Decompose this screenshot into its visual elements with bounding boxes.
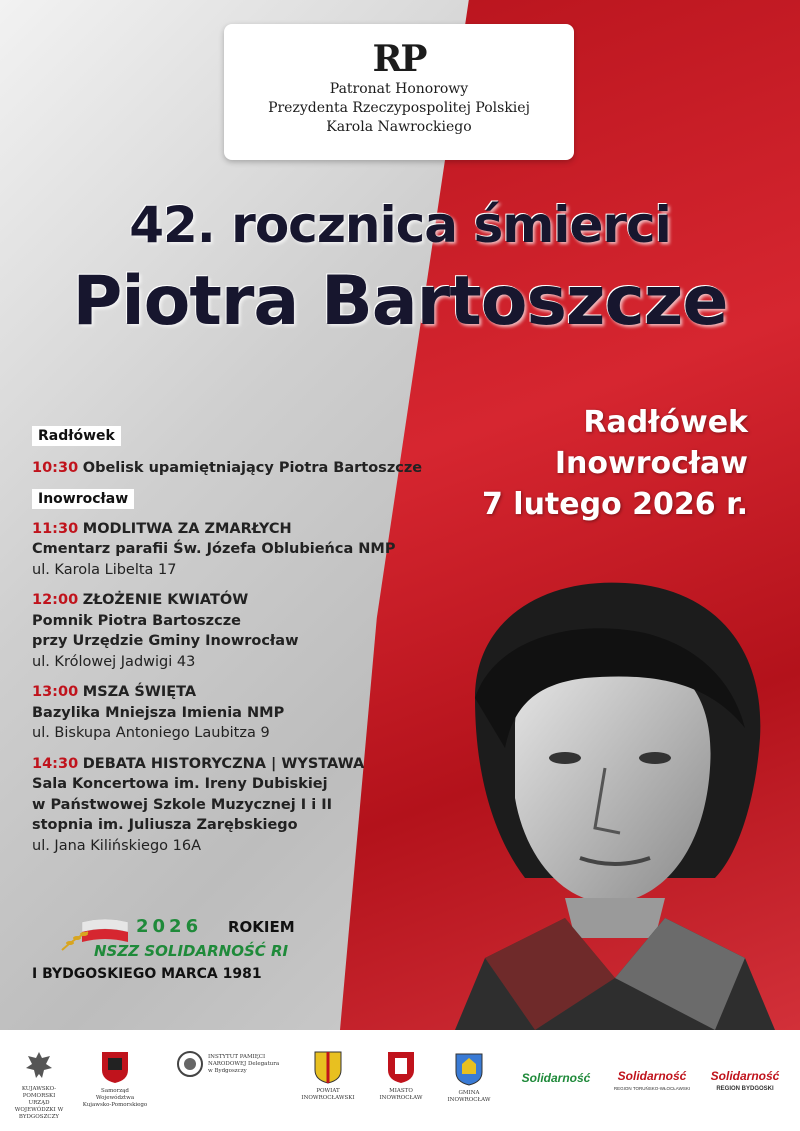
logo-urzad-wojewodzki: KUJAWSKO-POMORSKI URZĄD WOJEWÓDZKI W BYDGOSZCZY [14, 1050, 64, 1121]
event-place: przy Urzędzie Gminy Inowrocław [32, 633, 299, 649]
event-time: 11:30 [32, 520, 79, 537]
solidarnosc-year-banner [32, 912, 310, 992]
event-item [32, 458, 452, 479]
event-time: 13:00 [32, 684, 79, 700]
solidarnosc-logo-icon [517, 1062, 595, 1090]
event-place: stopnia im. Juliusza Zarębskiego [32, 817, 298, 833]
event-time: 12:00 [32, 592, 79, 608]
place-line-2: Inowrocław [554, 446, 748, 481]
logo-solidarnosc-bydgoszcz [700, 1062, 786, 1098]
event-place: w Państwowej Szkole Muzycznej I i II [32, 796, 333, 813]
svg-text:REGION BYDGOSKI: REGION BYDGOSKI [716, 1086, 774, 1092]
event-address: ul. Biskupa Antoniego Laubitza 9 [32, 725, 270, 741]
footer-logos [0, 1030, 800, 1131]
schedule [32, 425, 452, 856]
event-title: MODLITWA ZA ZMARŁYCH [82, 520, 292, 537]
banner-rokiem: ROKIEM [228, 918, 295, 936]
logo-ipn: INSTYTUT PAMIĘCI NARODOWEJ Delegatura w Bydgoszczy [176, 1050, 282, 1078]
ipn-seal-icon [176, 1050, 204, 1078]
event-item [32, 754, 452, 857]
event-place: Cmentarz parafii Św. Józefa Oblubieńca NMP [32, 541, 396, 557]
logo-samorzad: Samorząd Województwa Kujawsko-Pomorskiego [82, 1050, 148, 1109]
coat-of-arms-icon [100, 1050, 130, 1084]
section-label-inowroclaw: Inowrocław [32, 489, 134, 509]
event-place-date [482, 402, 748, 525]
coat-of-arms-icon [454, 1050, 484, 1086]
wheat-icon [60, 930, 90, 952]
logo-gmina: GMINA INOWROCŁAW [444, 1050, 494, 1104]
event-title: DEBATA HISTORYCZNA | WYSTAWA [82, 755, 365, 772]
place-line-1: Radłówek [583, 405, 748, 440]
coat-of-arms-icon [386, 1050, 416, 1084]
solidarnosc-logo-icon [701, 1062, 785, 1094]
svg-text:Solidarność: Solidarność [710, 1069, 780, 1083]
event-time: 10:30 [32, 460, 79, 476]
logo-solidarnosc-ri [516, 1062, 596, 1094]
event-address: ul. Królowej Jadwigi 43 [32, 653, 196, 670]
event-item [32, 590, 452, 672]
date-line: 7 lutego 2026 r. [481, 487, 748, 522]
event-item [32, 519, 452, 581]
event-time: 14:30 [32, 755, 79, 772]
event-title: MSZA ŚWIĘTA [82, 684, 197, 700]
banner-bydgoszcz: I BYDGOSKIEGO MARCA 1981 [32, 966, 262, 982]
banner-year: 2026 [136, 916, 203, 937]
section-label-radlowek: Radłówek [32, 426, 121, 446]
event-place: Bazylika Mniejsza Imienia NMP [32, 704, 285, 721]
solidarnosc-logo-icon [613, 1062, 691, 1094]
event-address: ul. Karola Libelta 17 [32, 561, 177, 578]
logo-solidarnosc-torun [612, 1062, 692, 1098]
patronat-line-1: Patronat Honorowy [329, 81, 469, 97]
event-place: Sala Koncertowa im. Ireny Dubiskiej [32, 776, 328, 792]
logo-miasto: MIASTO INOWROCŁAW [376, 1050, 426, 1102]
eagle-emblem-icon [24, 1050, 54, 1082]
rp-logo: RP [372, 38, 426, 80]
page-title-line-1: 42. rocznica śmierci [129, 196, 671, 254]
honorary-patronage-box [224, 24, 574, 160]
event-item [32, 682, 452, 744]
event-address: ul. Jana Kilińskiego 16A [32, 837, 202, 854]
svg-text:Solidarność: Solidarność [617, 1069, 687, 1083]
banner-nszz: NSZZ SOLIDARNOŚĆ RI [94, 942, 289, 960]
patronat-line-2: Prezydenta Rzeczypospolitej Polskiej [268, 100, 530, 116]
patronat-line-3: Karola Nawrockiego [326, 119, 472, 135]
event-title: Obelisk upamiętniający Piotra Bartoszcze [82, 460, 423, 476]
portrait-photo [415, 578, 800, 1030]
logo-powiat: POWIAT INOWROCŁAWSKI [300, 1050, 356, 1102]
event-place: Pomnik Piotra Bartoszcze [32, 612, 241, 629]
page-title-line-2: Piotra Bartoszcze [72, 262, 728, 341]
event-title: ZŁOŻENIE KWIATÓW [82, 592, 249, 608]
coat-of-arms-icon [313, 1050, 343, 1084]
svg-text:REGION TORUŃSKO-WŁOCŁAWSKI: REGION TORUŃSKO-WŁOCŁAWSKI [613, 1086, 691, 1091]
svg-text:Solidarność: Solidarność [521, 1071, 591, 1085]
